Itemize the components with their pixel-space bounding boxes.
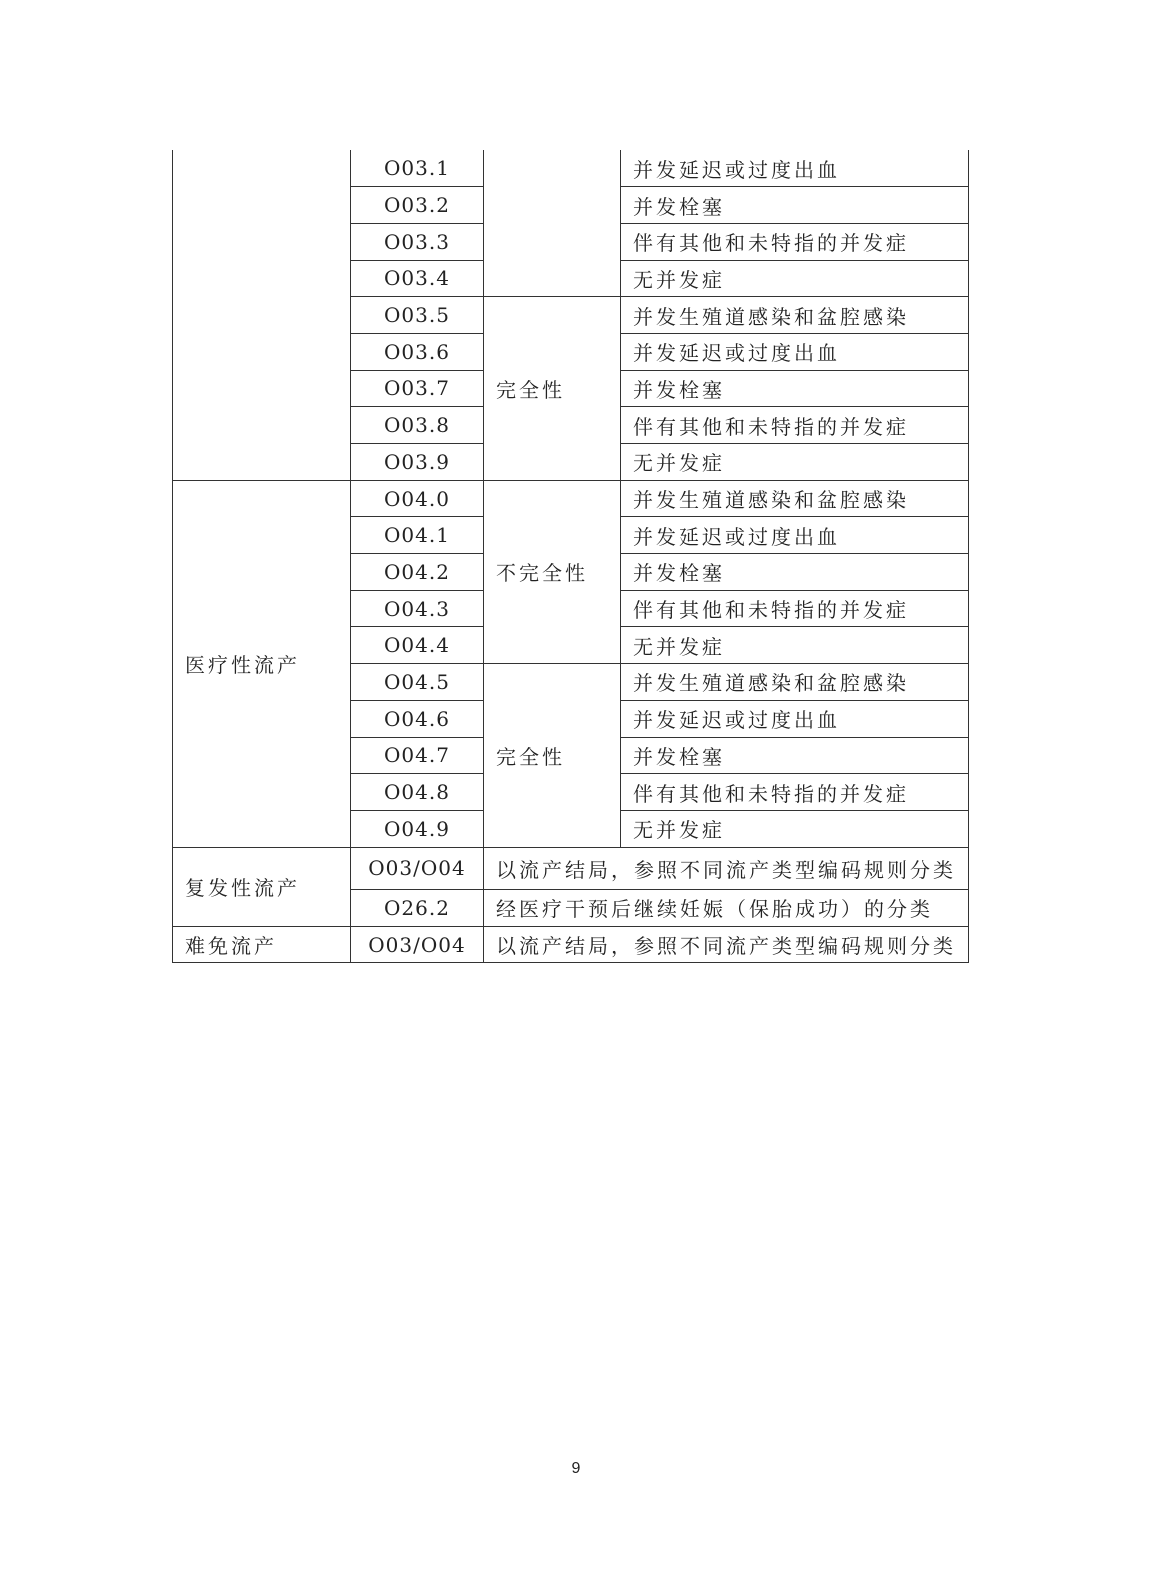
desc-cell: 伴有其他和未特指的并发症 [621,223,969,260]
desc-cell: 并发延迟或过度出血 [621,700,969,737]
code-cell: O04.5 [351,664,484,701]
subtype-cell-empty [484,150,621,297]
code-cell: O03/O04 [351,926,484,963]
table-row [173,480,969,517]
desc-cell: 并发栓塞 [621,554,969,591]
code-cell: O03.8 [351,407,484,444]
page-number: 9 [571,1460,581,1477]
code-cell: O04.3 [351,590,484,627]
desc-cell: 伴有其他和未特指的并发症 [621,590,969,627]
desc-cell: 无并发症 [621,627,969,664]
desc-cell: 伴有其他和未特指的并发症 [621,407,969,444]
category-cell: 复发性流产 [173,847,351,926]
code-cell: O04.0 [351,480,484,517]
desc-cell: 经医疗干预后继续妊娠（保胎成功）的分类 [484,890,969,927]
code-cell: O03.6 [351,333,484,370]
code-cell: O03.4 [351,260,484,297]
code-cell: O04.6 [351,700,484,737]
code-cell: O03.7 [351,370,484,407]
code-cell: O04.2 [351,554,484,591]
desc-cell: 并发生殖道感染和盆腔感染 [621,664,969,701]
table-row [173,926,969,963]
desc-cell: 以流产结局，参照不同流产类型编码规则分类 [484,926,969,963]
code-cell: O04.4 [351,627,484,664]
desc-cell: 并发延迟或过度出血 [621,150,969,187]
desc-cell: 并发栓塞 [621,370,969,407]
code-cell: O03.1 [351,150,484,187]
code-cell: O03.5 [351,297,484,334]
code-cell: O26.2 [351,890,484,927]
desc-cell: 并发生殖道感染和盆腔感染 [621,480,969,517]
desc-cell: 并发栓塞 [621,737,969,774]
desc-cell: 并发延迟或过度出血 [621,517,969,554]
code-cell: O03.3 [351,223,484,260]
code-cell: O04.9 [351,810,484,847]
desc-cell: 以流产结局，参照不同流产类型编码规则分类 [484,847,969,890]
category-cell-empty [173,150,351,480]
table-row [173,150,969,187]
desc-cell: 伴有其他和未特指的并发症 [621,774,969,811]
category-cell: 难免流产 [173,926,351,963]
code-cell: O04.1 [351,517,484,554]
subtype-cell: 完全性 [484,664,621,847]
desc-cell: 无并发症 [621,810,969,847]
desc-cell: 并发栓塞 [621,187,969,224]
category-cell: 医疗性流产 [173,480,351,847]
table-row [173,847,969,890]
subtype-cell: 完全性 [484,297,621,480]
desc-cell: 无并发症 [621,260,969,297]
subtype-cell: 不完全性 [484,480,621,663]
desc-cell: 并发延迟或过度出血 [621,333,969,370]
code-cell: O04.7 [351,737,484,774]
code-cell: O03/O04 [351,847,484,890]
code-cell: O03.9 [351,444,484,481]
code-cell: O03.2 [351,187,484,224]
desc-cell: 无并发症 [621,444,969,481]
classification-table [172,150,969,963]
code-cell: O04.8 [351,774,484,811]
desc-cell: 并发生殖道感染和盆腔感染 [621,297,969,334]
